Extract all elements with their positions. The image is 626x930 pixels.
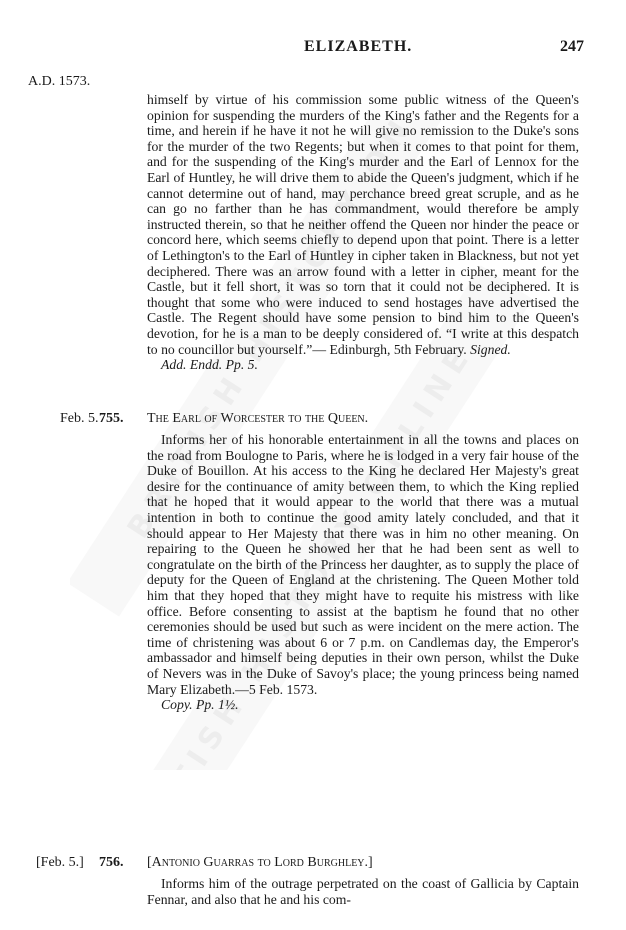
continuation-meta: Add. Endd. Pp. 5. [161, 357, 258, 373]
entry-date: [Feb. 5.] [36, 855, 84, 870]
page-number: 247 [560, 38, 584, 55]
signed-mark: Signed. [470, 341, 511, 357]
running-head-title: ELIZABETH. [304, 38, 413, 55]
entry-text: Informs him of the outrage perpetrated on the coast of Gallicia by Captain Fennar, and also that he and his com- [147, 876, 579, 907]
entry-body [147, 432, 579, 713]
entry-meta: Copy. Pp. 1½. [161, 697, 239, 713]
entry-date: Feb. 5. [60, 411, 99, 426]
entry-text: Informs her of his honorable entertainment in all the towns and places on the road from Boulogne to Paris, where he is lodged in a very fair house of the Duke of Bouillon. At his access to the King he declared Her Majesty's great desire for the continuance of amity between them, to which the King replied that he hoped that it would appear to the world that there was a mutual intention in both to continue the good amity lately concluded, and that it should appear to Her Majesty that there was in him no other meaning. On repairing to the Queen he showed her that he had been sent as well to congratulate on the birth of the Princess her daughter, as to supply the place of deputy for the Queen of England at the christening. The Queen Mother told him that they hoped that they might have to requite his mistress with like office. Before consenting to assist at the baptism he found that no other ceremonies should be used but such as were incident on the mere action. The time of christening was about 6 or 7 p.m. on Candlemas day, the Emperor's ambassador and himself being deputies in their own person, whilst the Duke of Nevers was in the Duke of Savoy's place; the young princess being named Mary Elizabeth.—5 Feb. 1573. [147, 432, 579, 697]
continuation-body: himself by virtue of his commission some public witness of the Queen's opinion for suspending the murders of the King's father and the Regents for a time, and herein if he have it not he will give no remission to the Duke's sons for the murder of the two Regents; but when it comes to that point for them, and for the suspending of the King's murder and the Earl of Lennox for the Earl of Huntley, he will drive them to abide the Queen's judgment, which if he cannot determine out of hand, may perchance breed great scruple, and as he can go no farther than he has commandment, would therefore be amply instructed therein, so that he neither offend the Queen nor hinder the peace or concord here, which seems chiefly to depend upon that point. There is a letter of Lethington's to the Earl of Huntley in cipher taken in Blackness, but not yet deciphered. There was an arrow found with a letter in cipher, meant for the Castle, but it fell short, it was so torn that it could not be deciphered. It is thought that some who were induced to send hostages have advertised the Castle. The Regent should have some pension to bind him to the Queen's devotion, for he is a man to be deeply considered of. “I write at this despatch to no councillor but yourself.”— Edinburgh, 5th February. [147, 92, 579, 357]
running-head [0, 38, 626, 58]
margin-year: A.D. 1573. [28, 74, 91, 89]
continuation-block [147, 92, 579, 373]
entry-heading: The Earl of Worcester to the Queen. [147, 411, 369, 426]
entry-number: 755. [99, 411, 124, 426]
entry-heading: [Antonio Guarras to Lord Burghley.] [147, 855, 373, 870]
entry-number: 756. [99, 855, 124, 870]
continuation-text [147, 92, 579, 357]
entry-body [147, 876, 579, 907]
